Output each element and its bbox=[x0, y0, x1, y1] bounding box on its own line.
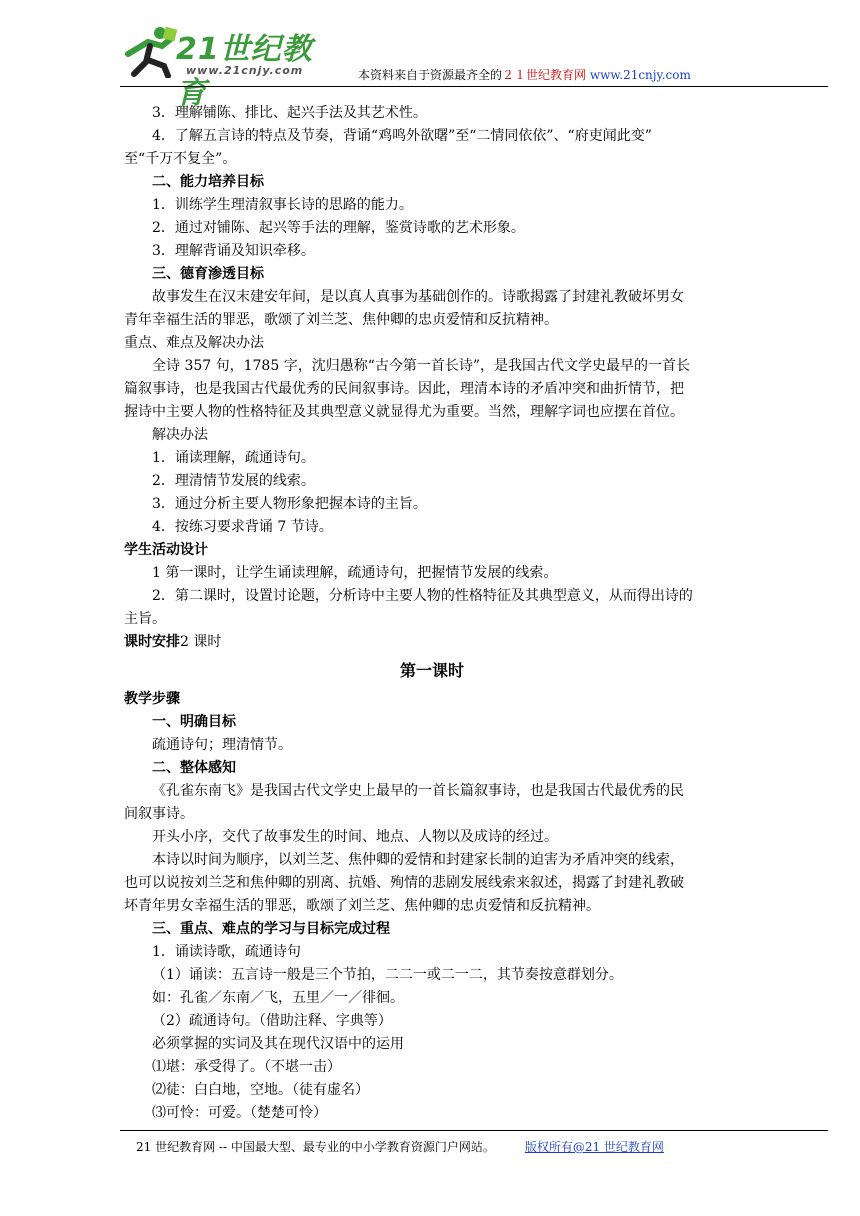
footer-text: 21 世纪教育网 -- 中国最大型、最专业的中小学教育资源门户网站。 bbox=[136, 1140, 495, 1154]
text-line: 4．了解五言诗的特点及节奏，背诵“鸡鸣外欲曙”至“二情同依依”、“府吏闻此变” bbox=[152, 128, 652, 144]
text-line: 如：孔雀／东南／飞，五里／一／徘徊。 bbox=[152, 990, 404, 1006]
text-line: 二、整体感知 bbox=[152, 760, 236, 776]
text-line: 主旨。 bbox=[124, 611, 166, 627]
source-prefix: 本资料来自于资源最齐全的 bbox=[358, 68, 503, 82]
text-line: 故事发生在汉末建安年间，是以真人真事为基础创作的。诗歌揭露了封建礼教破坏男女 bbox=[152, 289, 684, 305]
text-line: 教学步骤 bbox=[124, 691, 180, 707]
header-divider bbox=[120, 86, 828, 87]
text-line: ⑵徒：白白地，空地。（徒有虚名） bbox=[152, 1082, 369, 1098]
goals-section bbox=[124, 102, 740, 631]
text-line: 三、德育渗透目标 bbox=[152, 266, 264, 282]
text-line: 握诗中主要人物的性格特征及其典型意义就显得尤为重要。当然，理解字词也应摆在首位。 bbox=[124, 404, 684, 420]
text-line: 必须掌握的实词及其在现代汉语中的运用 bbox=[152, 1036, 404, 1052]
text-line: 学生活动设计 bbox=[124, 542, 208, 558]
schedule-value: 2 课时 bbox=[180, 634, 222, 650]
text-line: 一、明确目标 bbox=[152, 714, 236, 730]
text-line: （1）诵读：五言诗一般是三个节拍，二二一或二一二，其节奏按意群划分。 bbox=[152, 967, 623, 983]
copyright-link[interactable]: 版权所有@21 世纪教育网 bbox=[524, 1140, 664, 1154]
text-line: 3．理解铺陈、排比、起兴手法及其艺术性。 bbox=[152, 105, 427, 121]
text-line: 开头小序，交代了故事发生的时间、地点、人物以及成诗的经过。 bbox=[152, 829, 558, 845]
text-line: 篇叙事诗，也是我国古代最优秀的民间叙事诗。因此，理清本诗的矛盾冲突和曲折情节，把 bbox=[124, 381, 684, 397]
text-line: 2．第二课时，设置讨论题，分析诗中主要人物的性格特征及其典型意义，从而得出诗的 bbox=[152, 588, 693, 604]
text-line: 三、重点、难点的学习与目标完成过程 bbox=[152, 921, 390, 937]
text-line: 重点、难点及解决办法 bbox=[124, 335, 264, 351]
text-line: ⑶可怜：可爱。（楚楚可怜） bbox=[152, 1105, 327, 1121]
text-line: 青年幸福生活的罪恶，歌颂了刘兰芝、焦仲卿的忠贞爱情和反抗精神。 bbox=[124, 312, 558, 328]
teaching-steps-section bbox=[124, 688, 740, 1125]
text-line: 也可以说按刘兰芝和焦仲卿的别离、抗婚、殉情的悲剧发展线索来叙述，揭露了封建礼教破 bbox=[124, 875, 684, 891]
text-line: 1．诵读诗歌，疏通诗句 bbox=[152, 944, 301, 960]
source-url-link[interactable]: www.21cnjy.com bbox=[589, 68, 691, 82]
text-line: 本诗以时间为顺序，以刘兰芝、焦仲卿的爱情和封建家长制的迫害为矛盾冲突的线索， bbox=[152, 852, 684, 868]
text-line: 坏青年男女幸福生活的罪恶，歌颂了刘兰芝、焦仲卿的忠贞爱情和反抗精神。 bbox=[124, 898, 600, 914]
text-line: 2．理清情节发展的线索。 bbox=[152, 473, 315, 489]
runner-logo-icon bbox=[120, 24, 180, 78]
site-logo[interactable] bbox=[120, 18, 330, 111]
text-line: 间叙事诗。 bbox=[124, 806, 194, 822]
header-source-text bbox=[358, 66, 691, 83]
document-body bbox=[124, 102, 740, 1125]
text-line: 二、能力培养目标 bbox=[152, 174, 264, 190]
text-line: （2）疏通诗句。（借助注释、字典等） bbox=[152, 1013, 392, 1029]
text-line: 1 第一课时，让学生诵读理解，疏通诗句，把握情节发展的线索。 bbox=[152, 565, 558, 581]
page-footer bbox=[136, 1138, 664, 1155]
text-line: 3．通过分析主要人物形象把握本诗的主旨。 bbox=[152, 496, 427, 512]
schedule-label: 课时安排 bbox=[124, 634, 180, 650]
footer-divider bbox=[120, 1130, 828, 1131]
text-line: 解决办法 bbox=[152, 427, 208, 443]
text-line: 2．通过对铺陈、起兴等手法的理解，鉴赏诗歌的艺术形象。 bbox=[152, 220, 525, 236]
text-line: 4．按练习要求背诵 7 节诗。 bbox=[152, 519, 333, 535]
schedule-line bbox=[124, 631, 740, 654]
logo-url: www.21cnjy.com bbox=[186, 64, 304, 77]
source-site-name: ２１世纪教育网 bbox=[502, 68, 587, 82]
text-line: 疏通诗句；理清情节。 bbox=[152, 737, 292, 753]
page-header bbox=[120, 18, 828, 111]
text-line: 全诗 357 句，1785 字，沈归愚称“古今第一首长诗”，是我国古代文学史最早的一首长 bbox=[152, 358, 691, 374]
text-line: 1．诵读理解，疏通诗句。 bbox=[152, 450, 315, 466]
text-line: ⑴堪：承受得了。（不堪一击） bbox=[152, 1059, 341, 1075]
section-title: 第一课时 bbox=[399, 661, 464, 680]
text-line: 《孔雀东南飞》是我国古代文学史上最早的一首长篇叙事诗，也是我国古代最优秀的民 bbox=[152, 783, 684, 799]
text-line: 至“千万不复全”。 bbox=[124, 151, 237, 167]
text-line: 3．理解背诵及知识牵移。 bbox=[152, 243, 315, 259]
logo-text: 21世纪教育 bbox=[176, 32, 313, 111]
text-line: 1．训练学生理清叙事长诗的思路的能力。 bbox=[152, 197, 413, 213]
